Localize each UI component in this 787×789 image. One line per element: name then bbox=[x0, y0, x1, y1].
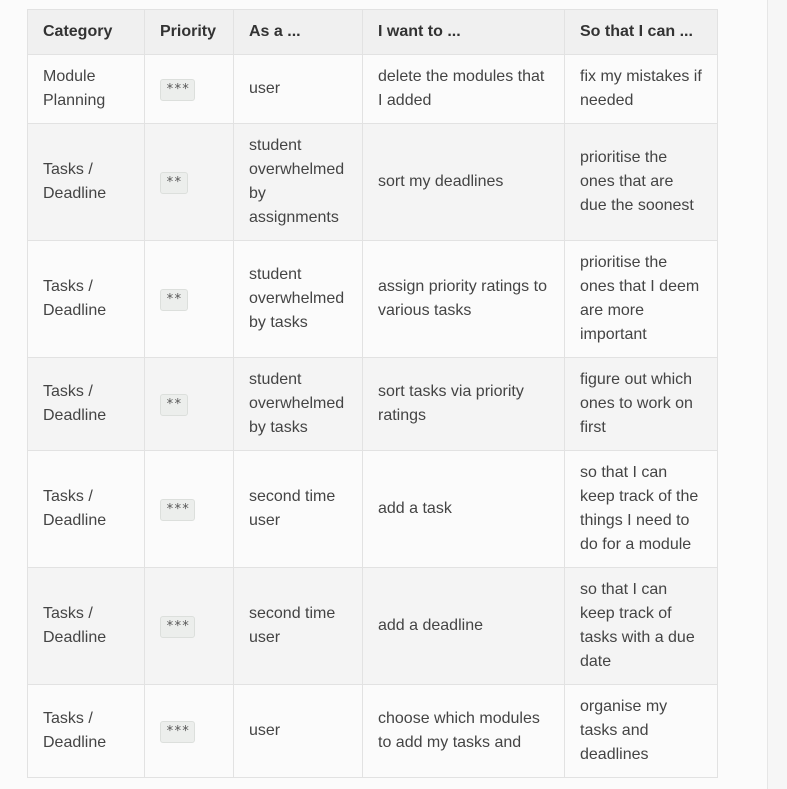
cell-priority bbox=[145, 124, 234, 241]
cell-so-that: so that I can keep track of the things I need to do for a module bbox=[565, 451, 718, 568]
priority-badge: *** bbox=[160, 499, 195, 521]
cell-as-a: user bbox=[234, 55, 363, 124]
table-header-row bbox=[28, 10, 718, 55]
header-so-that: So that I can ... bbox=[565, 10, 718, 55]
cell-priority bbox=[145, 55, 234, 124]
cell-as-a: second time user bbox=[234, 451, 363, 568]
cell-i-want-to: add a deadline bbox=[363, 568, 565, 685]
cell-i-want-to: add a task bbox=[363, 451, 565, 568]
cell-as-a: student overwhelmed by tasks bbox=[234, 358, 363, 451]
priority-badge: *** bbox=[160, 616, 195, 638]
table-row bbox=[28, 241, 718, 358]
table-row bbox=[28, 451, 718, 568]
cell-category: Tasks / Deadline bbox=[28, 685, 145, 778]
vertical-scrollbar[interactable] bbox=[767, 0, 787, 789]
cell-category: Tasks / Deadline bbox=[28, 451, 145, 568]
cell-priority bbox=[145, 568, 234, 685]
table-row bbox=[28, 55, 718, 124]
cell-as-a: user bbox=[234, 685, 363, 778]
priority-badge: *** bbox=[160, 79, 195, 101]
priority-badge: ** bbox=[160, 394, 188, 416]
cell-priority bbox=[145, 685, 234, 778]
cell-i-want-to: assign priority ratings to various tasks bbox=[363, 241, 565, 358]
cell-as-a: student overwhelmed by tasks bbox=[234, 241, 363, 358]
cell-category: Tasks / Deadline bbox=[28, 124, 145, 241]
cell-i-want-to: delete the modules that I added bbox=[363, 55, 565, 124]
header-as-a: As a ... bbox=[234, 10, 363, 55]
table-row bbox=[28, 124, 718, 241]
user-stories-table bbox=[27, 9, 718, 778]
cell-category: Tasks / Deadline bbox=[28, 241, 145, 358]
cell-category: Tasks / Deadline bbox=[28, 568, 145, 685]
header-category: Category bbox=[28, 10, 145, 55]
header-priority: Priority bbox=[145, 10, 234, 55]
cell-priority bbox=[145, 451, 234, 568]
table-row bbox=[28, 358, 718, 451]
priority-badge: ** bbox=[160, 289, 188, 311]
cell-priority bbox=[145, 358, 234, 451]
cell-i-want-to: sort tasks via priority ratings bbox=[363, 358, 565, 451]
cell-so-that: organise my tasks and deadlines bbox=[565, 685, 718, 778]
cell-so-that: prioritise the ones that are due the soonest bbox=[565, 124, 718, 241]
cell-so-that: figure out which ones to work on first bbox=[565, 358, 718, 451]
cell-as-a: second time user bbox=[234, 568, 363, 685]
cell-priority bbox=[145, 241, 234, 358]
cell-category: Module Planning bbox=[28, 55, 145, 124]
priority-badge: ** bbox=[160, 172, 188, 194]
cell-so-that: so that I can keep track of tasks with a due date bbox=[565, 568, 718, 685]
cell-i-want-to: choose which modules to add my tasks and bbox=[363, 685, 565, 778]
priority-badge: *** bbox=[160, 721, 195, 743]
cell-so-that: prioritise the ones that I deem are more important bbox=[565, 241, 718, 358]
table-row bbox=[28, 685, 718, 778]
cell-i-want-to: sort my deadlines bbox=[363, 124, 565, 241]
cell-as-a: student overwhelmed by assignments bbox=[234, 124, 363, 241]
cell-so-that: fix my mistakes if needed bbox=[565, 55, 718, 124]
cell-category: Tasks / Deadline bbox=[28, 358, 145, 451]
header-i-want-to: I want to ... bbox=[363, 10, 565, 55]
table-row bbox=[28, 568, 718, 685]
